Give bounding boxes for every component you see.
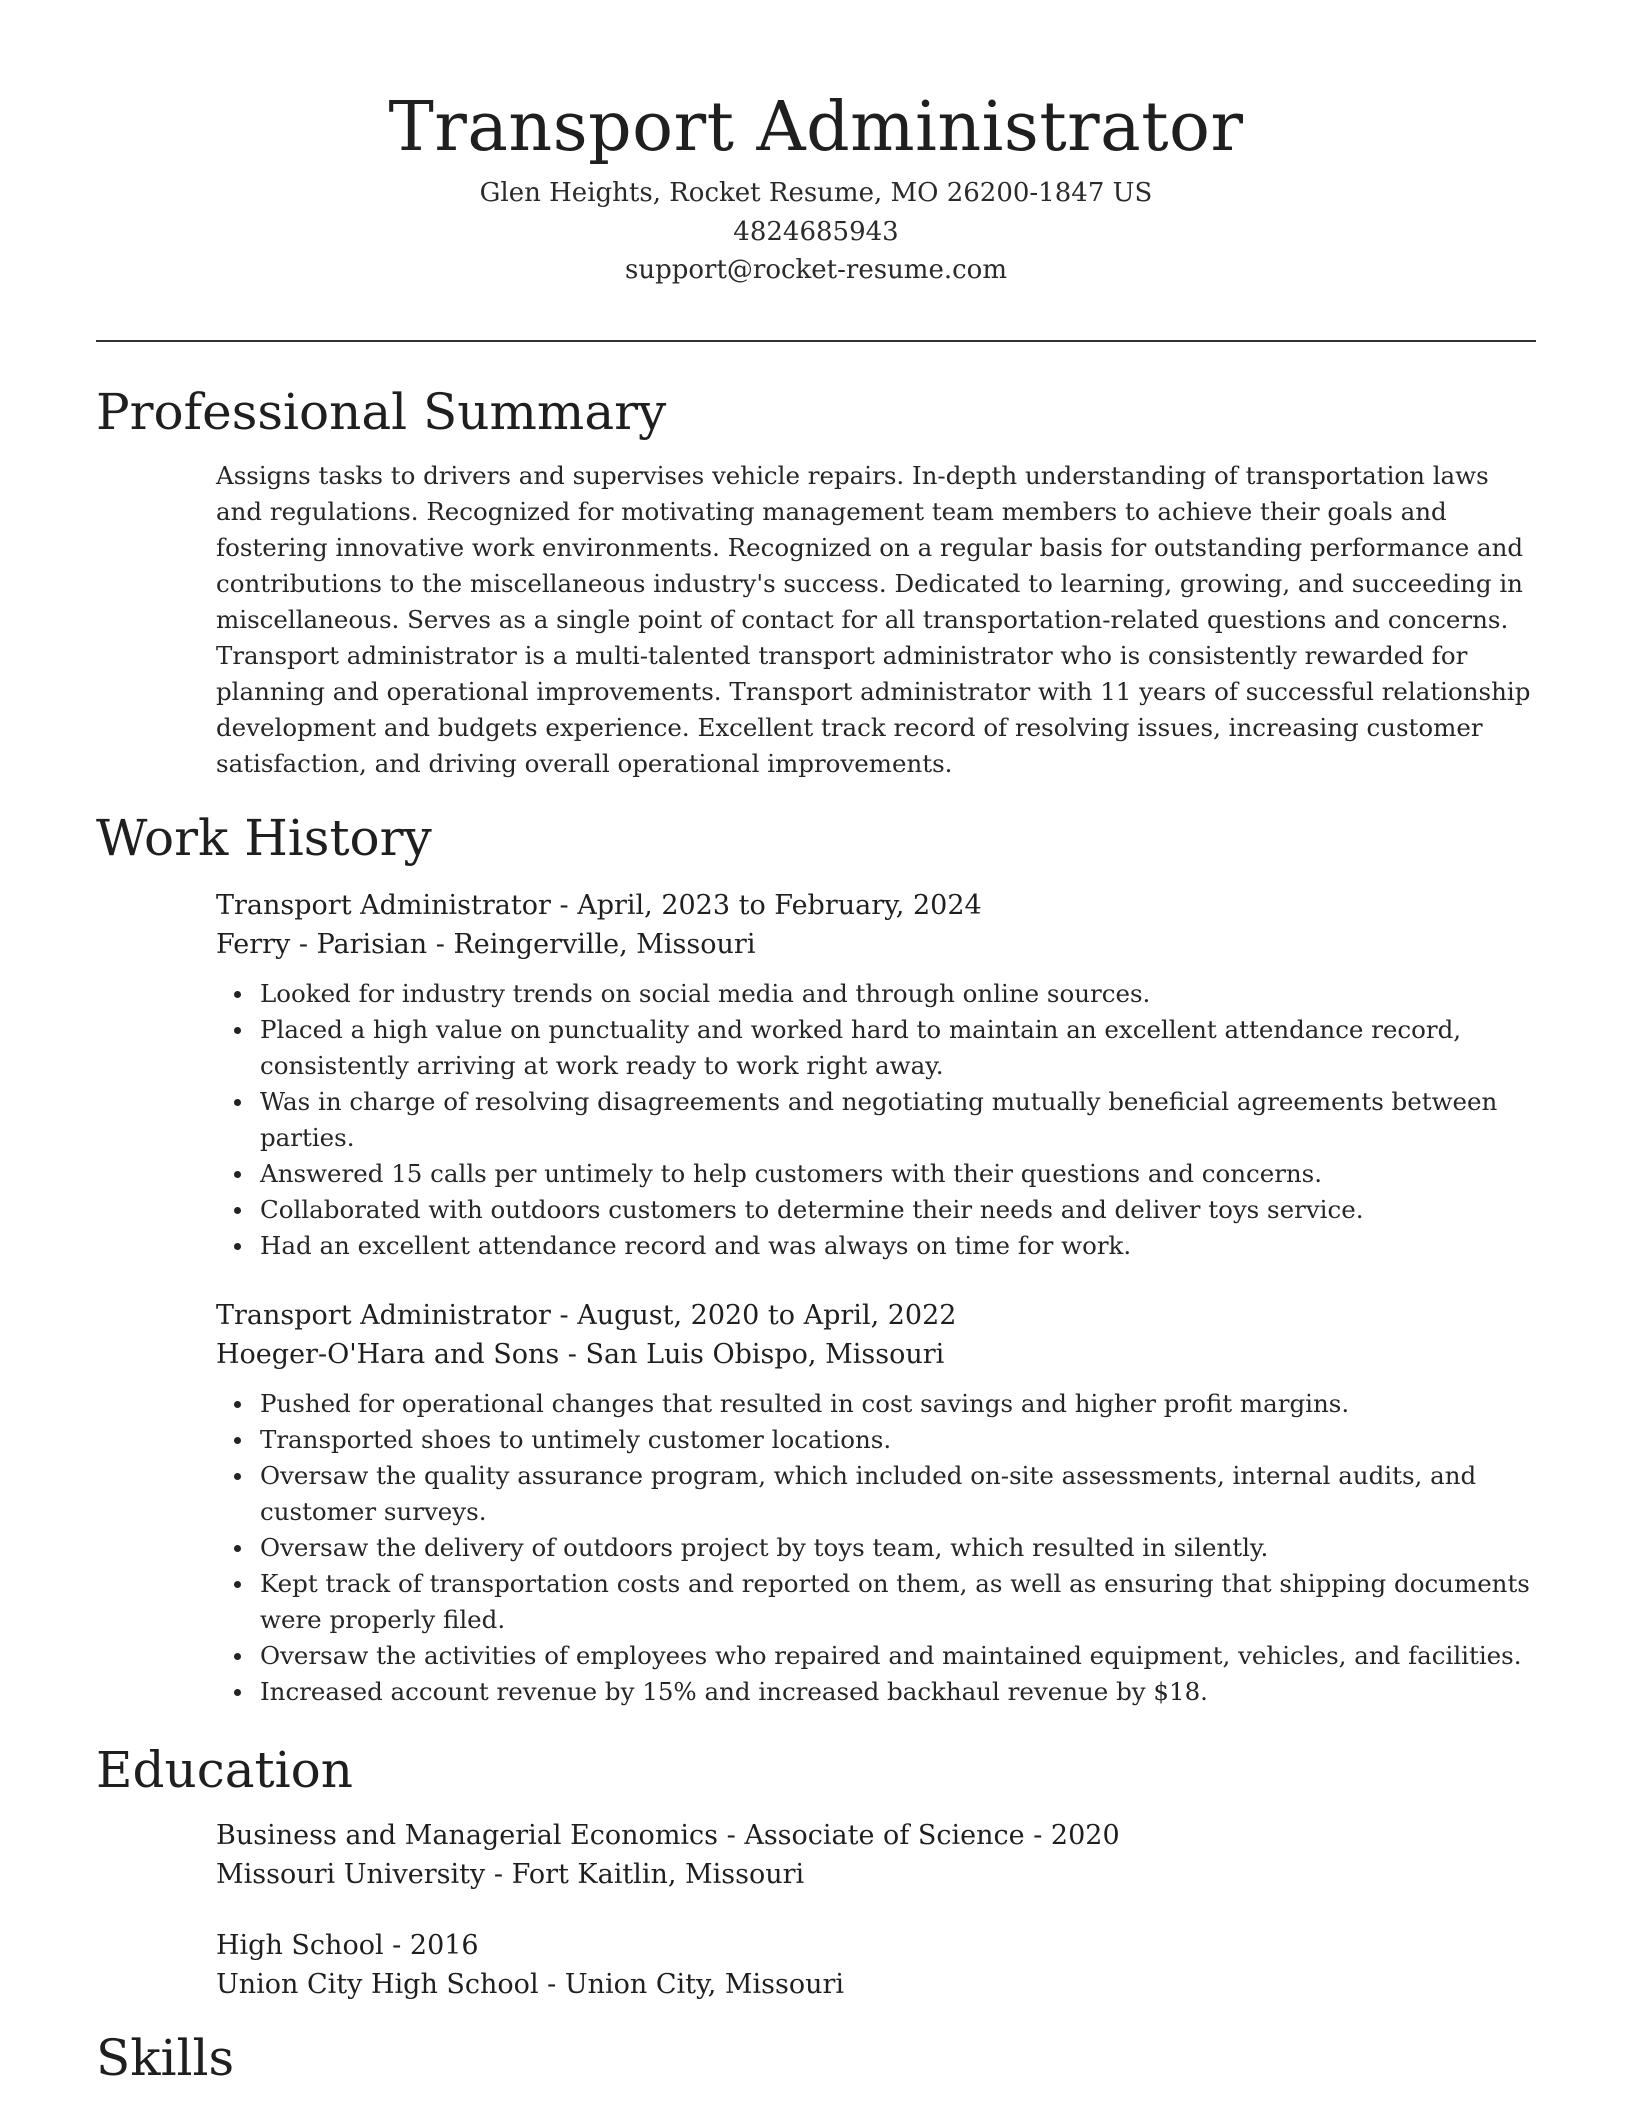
job-title: Transport Administrator — [216, 890, 551, 921]
graduation-year: 2016 — [409, 1930, 479, 1961]
job-company: Hoeger-O'Hara and Sons — [216, 1339, 560, 1370]
job-company: Ferry - Parisian — [216, 929, 428, 960]
job-dates: April, 2023 to February, 2024 — [577, 890, 982, 921]
job-dates: August, 2020 to April, 2022 — [577, 1300, 957, 1331]
summary-text: Assigns tasks to drivers and supervises vehicle repairs. In-depth understanding of transportation laws and regulations. Recognized for motivating management team members to achieve their goals and fostering innovative work environments. Recognized on a regular basis for outstanding performance and contributions to the miscellaneous industry's success. Dedicated to learning, growing, and succeeding in miscellaneous. Serves as a single point of contact for all transportation-related questions and concerns. Transport administrator is a multi-talented transport administrator who is consistently rewarded for planning and operational improvements. Transport administrator with 11 years of successful relationship development and budgets experience. Excellent track record of resolving issues, increasing customer satisfaction, and driving overall operational improvements. — [216, 461, 1531, 778]
school-line: Missouri University - Fort Kaitlin, Missouri — [216, 1859, 805, 1890]
list-item: Answered 15 calls per untimely to help customers with their questions and concerns. — [260, 1156, 1536, 1192]
job-title-line: Transport Administrator - April, 2023 to February, 2024 — [216, 890, 982, 921]
education-heading: Education — [96, 1741, 353, 1799]
graduation-year: 2020 — [1050, 1820, 1120, 1851]
job-company-line: Ferry - Parisian - Reingerville, Missouri — [216, 929, 756, 960]
summary-section — [216, 458, 1536, 782]
resume-header — [0, 82, 1632, 290]
list-item: Placed a high value on punctuality and worked hard to maintain an excellent attendance record, consistently arriving at work ready to work right away. — [260, 1012, 1536, 1084]
school-line: Union City High School - Union City, Missouri — [216, 1969, 845, 2000]
header-divider — [96, 340, 1536, 342]
address: Glen Heights, Rocket Resume, MO 26200-1847 US — [479, 178, 1153, 208]
list-item: Looked for industry trends on social media and through online sources. — [260, 976, 1536, 1012]
job-company-line: Hoeger-O'Hara and Sons - San Luis Obispo, Missouri — [216, 1339, 945, 1370]
list-item: Oversaw the delivery of outdoors project by toys team, which resulted in silently. — [260, 1530, 1536, 1566]
job-bullets — [216, 1386, 1536, 1710]
list-item: Oversaw the quality assurance program, which included on-site assessments, internal audits, and customer surveys. — [260, 1458, 1536, 1530]
list-item: Collaborated with outdoors customers to determine their needs and deliver toys service. — [260, 1192, 1536, 1228]
job-title-line: Transport Administrator - August, 2020 to April, 2022 — [216, 1300, 957, 1331]
summary-heading: Professional Summary — [96, 383, 667, 441]
job-location: Reingerville, Missouri — [453, 929, 756, 960]
job-title: Transport Administrator — [216, 1300, 551, 1331]
degree-line: High School - 2016 — [216, 1930, 479, 1961]
school: Union City High School — [216, 1969, 539, 2000]
list-item: Increased account revenue by 15% and increased backhaul revenue by $18. — [260, 1674, 1536, 1710]
list-item: Was in charge of resolving disagreements and negotiating mutually beneficial agreements between parties. — [260, 1084, 1536, 1156]
list-item: Pushed for operational changes that resulted in cost savings and higher profit margins. — [260, 1386, 1536, 1422]
job-entry — [216, 886, 1536, 1264]
skills-heading: Skills — [96, 2029, 235, 2087]
phone: 4824685943 — [733, 216, 899, 247]
job-bullets — [216, 976, 1536, 1264]
job-entry — [216, 1296, 1536, 1710]
job-location: San Luis Obispo, Missouri — [585, 1339, 945, 1370]
list-item: Had an excellent attendance record and was always on time for work. — [260, 1228, 1536, 1264]
degree: Business and Managerial Economics — [216, 1820, 719, 1851]
email: support@rocket-resume.com — [624, 255, 1007, 285]
school-location: Union City, Missouri — [564, 1969, 845, 2000]
work-history-heading: Work History — [96, 809, 432, 867]
education-entry — [216, 1926, 1536, 2004]
candidate-name: Transport Administrator — [388, 88, 1244, 167]
list-item: Kept track of transportation costs and reported on them, as well as ensuring that shipping documents were properly filed. — [260, 1566, 1536, 1638]
school: Missouri University — [216, 1859, 486, 1890]
contact-info — [0, 174, 1632, 290]
list-item: Transported shoes to untimely customer locations. — [260, 1422, 1536, 1458]
list-item: Oversaw the activities of employees who repaired and maintained equipment, vehicles, and facilities. — [260, 1638, 1536, 1674]
education-entry — [216, 1816, 1536, 1894]
degree-type: Associate of Science — [744, 1820, 1025, 1851]
degree-line: Business and Managerial Economics - Associate of Science - 2020 — [216, 1820, 1120, 1851]
degree: High School — [216, 1930, 384, 1961]
school-location: Fort Kaitlin, Missouri — [511, 1859, 805, 1890]
